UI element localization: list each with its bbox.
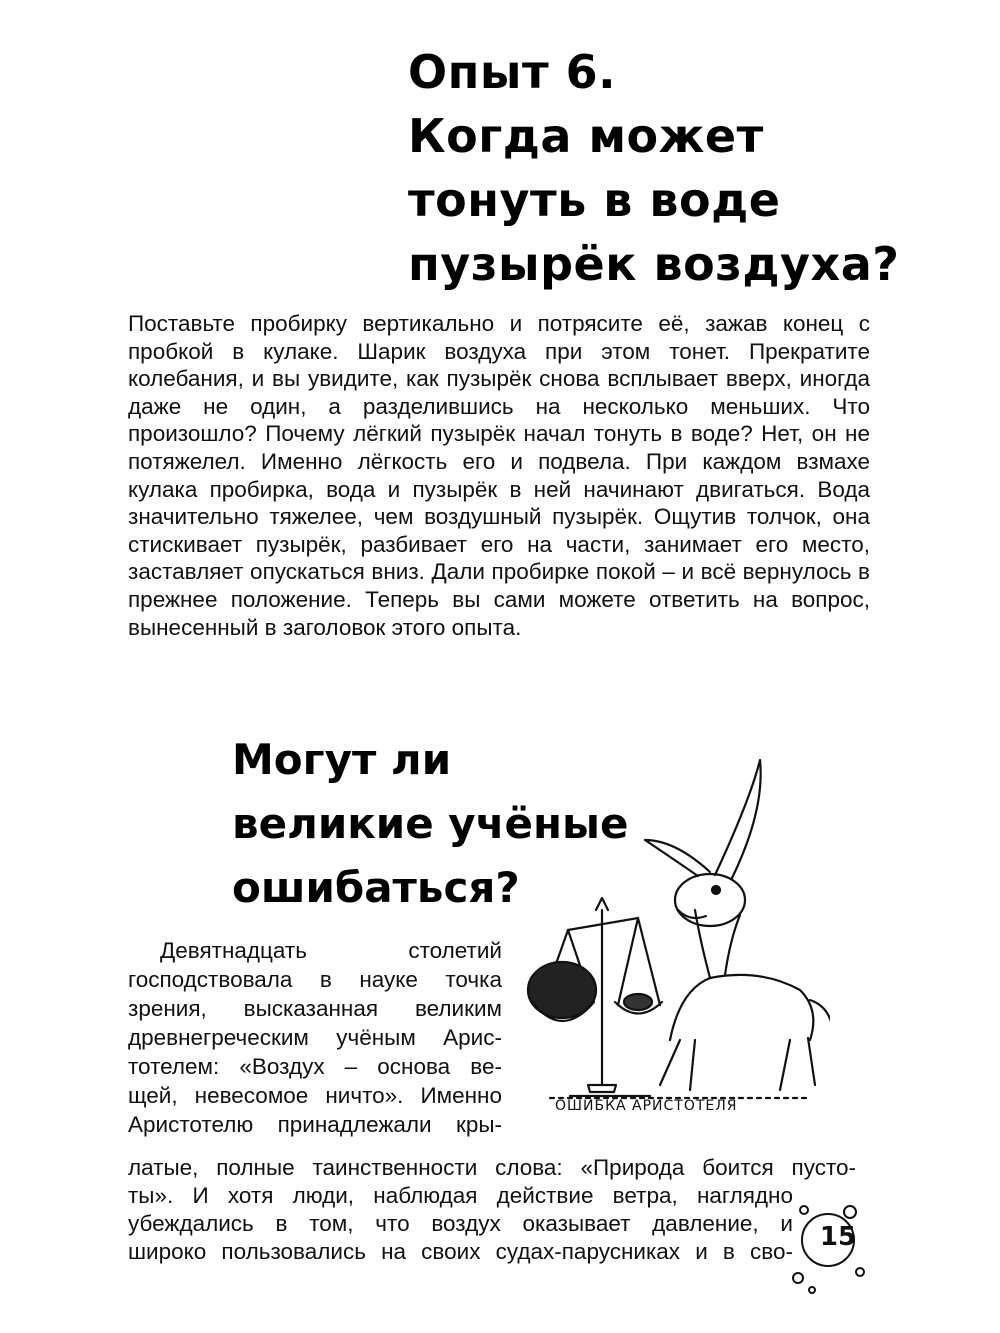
experiment-title-line: пузырёк воздуха? [408,237,900,291]
section-title-line: великие учёные [232,799,629,848]
paragraph-line: Девятнадцать столетий [160,938,502,963]
illustration-caption: ОШИБКА АРИСТОТЕЛЯ [555,1098,738,1114]
section-paragraph-narrow [128,936,502,1139]
paragraph-line: щей, невесомое ничто». Именно [128,1083,502,1108]
section-title-line: Могут ли [232,735,452,784]
paragraph-line: древнегреческим учёным Арис- [128,1025,502,1050]
paragraph-line: тотелем: «Воздух – основа ве- [128,1054,502,1079]
donkey-scales-illustration [510,740,830,1130]
paragraph-line: широко пользовались на своих судах-парусниках и в сво- [128,1239,793,1264]
experiment-paragraph-text: Поставьте пробирку вертикально и потрясите её, зажав конец с пробкой в кулаке. Шарик воздуха при этом тонет. Прекратите колебания, и вы увидите, как пузырёк снова всплывает вверх, иногда даже не один, а разделившись на несколько меньших. Что произошло? Почему лёгкий пузырёк начал тонуть в воде? Нет, он не потяжелел. Именно лёгкость его и подвела. При каждом взмахе кулака пробирка, вода и пузырёк в ней начинают двигаться. Вода значительно тяжелее, чем воздушный пузырёк. Ощутив толчок, она стискивает пузырёк, разбивает его на части, занимает его место, заставляет опускаться вниз. Дали пробирке покой – и всё вернулось в прежнее положение. Теперь вы сами можете ответить на вопрос, вынесенный в заголовок этого опыта. [128,311,870,640]
experiment-title [408,40,900,296]
experiment-title-line: тонуть в воде [408,173,781,227]
section-paragraph-wide [128,1154,856,1266]
paragraph-line: Аристотелю принадлежали кры- [128,1112,502,1137]
paragraph-line: ты». И хотя люди, наблюдая действие ветра, наглядно [128,1183,793,1208]
experiment-title-line: Опыт 6. [408,45,617,99]
experiment-paragraph [128,310,870,641]
section-title-line: ошибаться? [232,863,520,912]
paragraph-line: убеждались в том, что воздух оказывает давление, и [128,1211,793,1236]
paragraph-line: латые, полные таинственности слова: «Природа боится пусто- [128,1155,856,1180]
page-number: 15 [819,1222,857,1252]
paragraph-line: зрения, высказанная великим [128,996,502,1021]
experiment-title-line: Когда может [408,109,764,163]
paragraph-line: господствовала в науке точка [128,967,502,992]
